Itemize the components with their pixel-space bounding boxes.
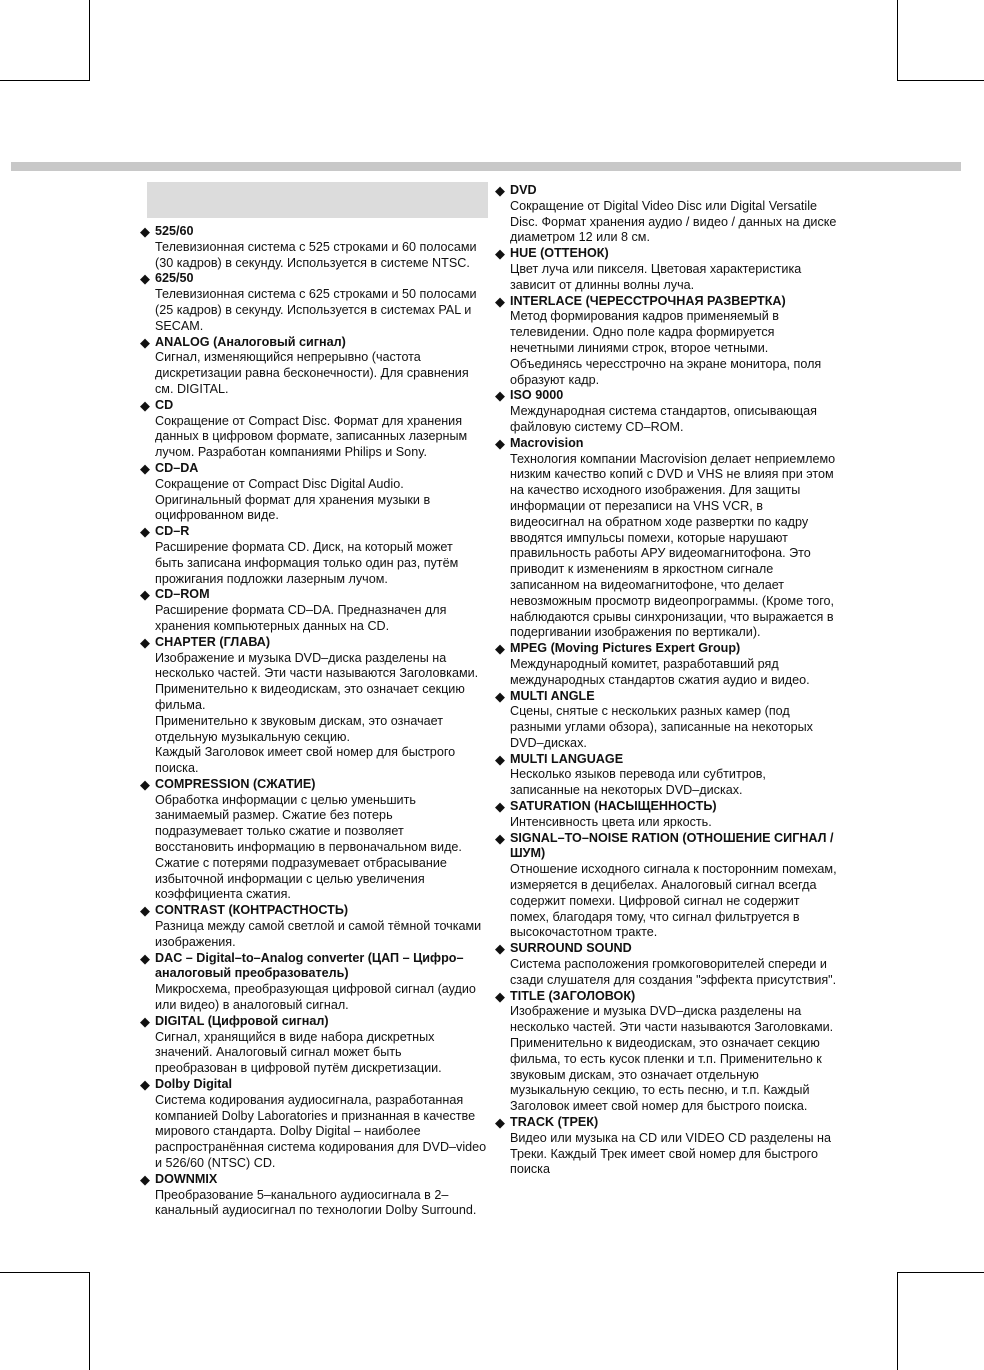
glossary-definition: Расширение формата CD. Диск, на который может быть записана информация только один раз, путём прожигания подложки лазерным лучом. — [155, 539, 459, 586]
glossary-definition: Видео или музыка на CD или VIDEO CD разделены на Треки. Каждый Трек имеет свой номер для быстрого поиска — [510, 1130, 831, 1177]
glossary-term-text: Macrovision — [510, 435, 584, 450]
glossary-definition: Преобразование 5–канального аудиосигнала в 2– канальный аудиосигнал по технологии Dolby Surround. — [155, 1187, 477, 1218]
glossary-definition: Изображение и музыка DVD–диска разделены на несколько частей. Эти части называются Заголовками. Применительно к видеодискам, это означает секцию фильма, то есть кусок пленки и т.п. Применительно к звуковым дискам, это означает отдельную музыкальную секцию, то есть песню, и т.п. Каждый Заголовок имеет свой номер для быстрого поиска. — [510, 1004, 834, 1114]
glossary-term-text: CONTRAST (КОНТРАСТНОСТЬ) — [155, 903, 349, 918]
glossary-entry — [140, 587, 496, 634]
section-title-box — [147, 182, 488, 218]
glossary-entry — [140, 224, 496, 271]
glossary-term — [495, 689, 851, 705]
glossary-entry — [495, 436, 851, 641]
glossary-term-text: SURROUND SOUND — [510, 941, 632, 956]
glossary-definition: Международная система стандартов, описывающая файловую систему CD–ROM. — [510, 404, 817, 434]
glossary-term-text: Dolby Digital — [155, 1077, 232, 1092]
diamond-bullet-icon: ◆ — [140, 271, 150, 287]
glossary-term-text: 625/50 — [155, 271, 194, 286]
glossary-term-text: INTERLACE (ЧЕРЕССТРОЧНАЯ РАЗВЕРТКА) — [510, 293, 786, 308]
glossary-entry — [495, 294, 851, 389]
glossary-definition: Отношение исходного сигнала к посторонним помехам, измеряется в децибелах. Аналоговый сигнал всегда содержит помехи. Цифровой сигнал не содержит помех, благодаря тому, что сигнал фильтруется в высокочастотном тракте. — [510, 862, 837, 940]
glossary-definition: Несколько языков перевода или субтитров, записанные на некоторых DVD–дисках. — [510, 767, 766, 798]
glossary-entry — [140, 524, 496, 587]
glossary-term — [495, 989, 851, 1005]
glossary-definition: Телевизионная система с 525 строками и 60 полосами (30 кадров) в секунду. Используется в системе NTSC. — [155, 239, 477, 270]
glossary-entry — [140, 398, 496, 461]
glossary-definition: Метод формирования кадров применяемый в телевидении. Одно поле кадра формируется нечетными линиями строк, второе четными. Объединясь чересстрочно на экране монитора, поля образуют кадр. — [510, 309, 822, 387]
glossary-term-text: CD–DA — [155, 460, 199, 475]
glossary-term-text: TRACK (ТРЕК) — [510, 1115, 599, 1130]
glossary-entry — [140, 1172, 496, 1219]
glossary-term — [140, 1172, 496, 1188]
glossary-term-text: HUE (ОТТЕНОК) — [510, 246, 609, 261]
diamond-bullet-icon: ◆ — [495, 1115, 505, 1131]
diamond-bullet-icon: ◆ — [495, 183, 505, 198]
glossary-term — [495, 388, 851, 404]
glossary-term-text: CD — [155, 397, 174, 412]
glossary-entry — [140, 903, 496, 950]
glossary-term-text: CHAPTER (ГЛАВА) — [155, 634, 271, 649]
header-bar — [11, 162, 961, 171]
glossary-term — [140, 635, 496, 651]
glossary-definition: Микросхема, преобразующая цифровой сигнал (аудио или видео) в аналоговый сигнал. — [155, 982, 476, 1013]
glossary-term-text: SIGNAL–TO–NOISE RATION (ОТНОШЕНИЕ СИГНАЛ / ШУМ) — [510, 830, 834, 861]
crop-mark — [897, 1272, 984, 1273]
diamond-bullet-icon: ◆ — [140, 776, 150, 792]
glossary-definition: Изображение и музыка DVD–диска разделены на несколько частей. Эти части называются Заголовками. Применительно к видеодискам, это означает секцию фильма. Применительно к звуковым дискам, это означает отдельную музыкальную секцию. Каждый Заголовок имеет свой номер для быстрого поиска. — [155, 650, 479, 776]
glossary-term — [495, 752, 851, 768]
glossary-term-text: DAC – Digital–to–Analog converter (ЦАП – Цифро– аналоговый преобразователь) — [155, 950, 464, 981]
glossary-definition: Сокращение от Digital Video Disc или Digital Versatile Disc. Формат хранения аудио / видео / данных на диске диаметром 12 или 8 см. — [510, 198, 837, 245]
glossary-term — [140, 951, 496, 983]
glossary-term-text: ANALOG (Аналоговый сигнал) — [155, 334, 346, 349]
glossary-definition: Сцены, снятые с нескольких разных камер (под разными углами обзора), записанные на некоторых DVD–дисках. — [510, 704, 813, 750]
glossary-entry — [140, 777, 496, 903]
crop-mark — [897, 1272, 898, 1370]
diamond-bullet-icon: ◆ — [495, 641, 505, 657]
glossary-term — [140, 587, 496, 603]
glossary-definition: Сигнал, хранящийся в виде набора дискретных значений. Аналоговый сигнал может быть преобразован в цифровой путём дискретизации. — [155, 1029, 442, 1076]
crop-mark — [0, 1272, 90, 1273]
crop-mark — [89, 0, 90, 80]
crop-mark — [897, 80, 984, 81]
glossary-term-text: SATURATION (НАСЫЩЕННОСТЬ) — [510, 799, 717, 814]
glossary-definition: Сокращение от Compact Disc. Формат для хранения данных в цифровом формате, записанных лазерным лучом. Разработан компаниями Philips и Sony. — [155, 413, 468, 460]
glossary-entry — [140, 951, 496, 1014]
diamond-bullet-icon: ◆ — [495, 435, 505, 451]
glossary-term — [495, 294, 851, 310]
glossary-definition: Разница между самой светлой и самой тёмной точками изображения. — [155, 919, 482, 949]
glossary-term — [140, 903, 496, 919]
glossary-term — [140, 524, 496, 540]
glossary-entry — [495, 799, 851, 831]
diamond-bullet-icon: ◆ — [140, 587, 150, 603]
glossary-definition: Расширение формата CD–DA. Предназначен для хранения компьютерных данных на CD. — [155, 603, 447, 633]
glossary-term — [495, 436, 851, 452]
glossary-term — [140, 335, 496, 351]
glossary-entry — [495, 689, 851, 752]
glossary-term — [495, 831, 851, 863]
glossary-right-column — [495, 183, 851, 1178]
glossary-term — [140, 271, 496, 287]
glossary-entry — [495, 246, 851, 293]
glossary-term — [495, 183, 851, 199]
glossary-term-text: COMPRESSION (СЖАТИЕ) — [155, 776, 316, 791]
glossary-term — [140, 398, 496, 414]
glossary-entry — [140, 335, 496, 398]
glossary-entry — [495, 941, 851, 988]
glossary-term — [495, 941, 851, 957]
diamond-bullet-icon: ◆ — [140, 634, 150, 650]
glossary-term — [140, 224, 496, 240]
glossary-entry — [495, 183, 851, 246]
glossary-definition: Система кодирования аудиосигнала, разработанная компанией Dolby Laboratories и признанная в качестве мирового стандарта. Dolby Digital – наиболее распространённая система кодирования для DVD–video и 526/60 (NTSC) CD. — [155, 1092, 487, 1171]
glossary-term — [495, 799, 851, 815]
glossary-definition: Система расположения громкоговорителей спереди и сзади слушателя для создания "эффекта присутствия". — [510, 957, 837, 987]
glossary-term-text: TITLE (ЗАГОЛОВОК) — [510, 988, 636, 1003]
glossary-entry — [140, 461, 496, 524]
glossary-term-text: DOWNMIX — [155, 1171, 218, 1186]
diamond-bullet-icon: ◆ — [140, 1013, 150, 1029]
glossary-term-text: MPEG (Moving Pictures Expert Group) — [510, 641, 741, 656]
glossary-entry — [495, 1115, 851, 1178]
glossary-definition: Международный комитет, разработавший ряд международных стандартов сжатия аудио и видео. — [510, 656, 810, 687]
diamond-bullet-icon: ◆ — [495, 830, 505, 846]
glossary-term — [140, 1077, 496, 1093]
diamond-bullet-icon: ◆ — [495, 246, 505, 262]
diamond-bullet-icon: ◆ — [140, 224, 150, 239]
crop-mark — [0, 80, 90, 81]
glossary-term — [495, 641, 851, 657]
diamond-bullet-icon: ◆ — [495, 941, 505, 957]
glossary-definition: Сигнал, изменяющийся непрерывно (частота дискретизации равна бесконечности). Для сравнения см. DIGITAL. — [155, 350, 469, 396]
glossary-term — [495, 246, 851, 262]
diamond-bullet-icon: ◆ — [495, 688, 505, 704]
glossary-entry — [140, 1014, 496, 1077]
diamond-bullet-icon: ◆ — [140, 524, 150, 540]
glossary-left-column — [140, 224, 496, 1219]
glossary-definition: Цвет луча или пикселя. Цветовая характеристика зависит от длинны волны луча. — [510, 261, 802, 292]
glossary-definition: Телевизионная система с 625 строками и 50 полосами (25 кадров) в секунду. Используется в системах PAL и SECAM. — [155, 287, 477, 333]
glossary-entry — [140, 1077, 496, 1172]
glossary-entry — [140, 271, 496, 334]
glossary-definition: Сокращение от Compact Disc Digital Audio. Оригинальный формат для хранения музыки в оцифрованном виде. — [155, 476, 431, 523]
glossary-entry — [495, 388, 851, 435]
diamond-bullet-icon: ◆ — [140, 397, 150, 413]
diamond-bullet-icon: ◆ — [495, 388, 505, 404]
diamond-bullet-icon: ◆ — [495, 988, 505, 1004]
glossary-term-text: DIGITAL (Цифровой сигнал) — [155, 1013, 329, 1028]
diamond-bullet-icon: ◆ — [495, 799, 505, 815]
glossary-term-text: MULTI LANGUAGE — [510, 751, 624, 766]
glossary-term-text: ISO 9000 — [510, 388, 564, 403]
glossary-entry — [495, 752, 851, 799]
diamond-bullet-icon: ◆ — [140, 460, 150, 476]
diamond-bullet-icon: ◆ — [140, 334, 150, 350]
glossary-entry — [495, 989, 851, 1115]
glossary-term-text: MULTI ANGLE — [510, 688, 595, 703]
diamond-bullet-icon: ◆ — [140, 950, 150, 966]
glossary-entry — [495, 831, 851, 942]
glossary-definition: Технология компании Macrovision делает неприемлемо низким качество копий с DVD и VHS не влияя при этом на качество исходного изображения. Для защиты информации от перезаписи на VHS VCR, в видеосигнал на обратном ходе развертки по кадру вводятся импульсы помехи, которые нарушают правильность работы АРУ видеомагнитофона. Это приводит к изменениям в яркостном сигнале записанном на видеомагнитофоне, что делает невозможным просмотр видеопрограммы. (Кроме того, наблюдаются срывы синхронизации, что выражается в подергивании изображения по вертикали). — [510, 451, 836, 640]
glossary-term — [140, 777, 496, 793]
diamond-bullet-icon: ◆ — [140, 903, 150, 919]
glossary-term-text: CD–ROM — [155, 587, 210, 602]
glossary-entry — [495, 641, 851, 688]
glossary-term — [495, 1115, 851, 1131]
diamond-bullet-icon: ◆ — [140, 1077, 150, 1093]
diamond-bullet-icon: ◆ — [495, 293, 505, 309]
glossary-term — [140, 461, 496, 477]
glossary-term — [140, 1014, 496, 1030]
diamond-bullet-icon: ◆ — [495, 751, 505, 767]
glossary-term-text: 525/60 — [155, 224, 194, 238]
glossary-definition: Интенсивность цвета или яркость. — [510, 814, 712, 829]
crop-mark — [89, 1272, 90, 1370]
glossary-term-text: DVD — [510, 183, 537, 197]
diamond-bullet-icon: ◆ — [140, 1171, 150, 1187]
crop-mark — [897, 0, 898, 80]
glossary-definition: Обработка информации с целью уменьшить занимаемый размер. Сжатие без потерь подразумевает только сжатие и позволяет восстановить информацию в первоначальном виде. Сжатие с потерями подразумевает отбрасывание избыточной информации с целью увеличения коэффициента сжатия. — [155, 792, 462, 902]
glossary-term-text: CD–R — [155, 524, 190, 539]
glossary-entry — [140, 635, 496, 777]
